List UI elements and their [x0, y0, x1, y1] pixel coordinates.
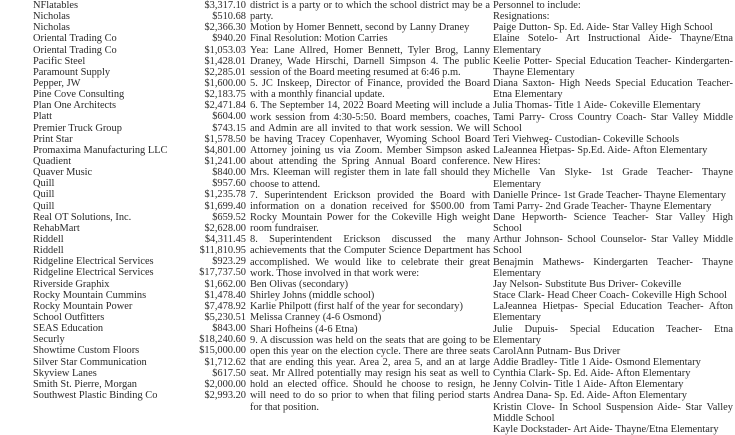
vendor-row	[33, 111, 246, 122]
personnel-entry: Addie Bradley- Title 1 Aide- Osmond Elementary	[493, 357, 701, 368]
vendor-row	[33, 357, 246, 368]
vendor-row	[33, 267, 246, 278]
personnel-entry: Benajmin Mathews- Kindergarten Teacher- Thayne Elementary	[493, 256, 733, 279]
vendor-amount: $1,235.78	[204, 189, 246, 201]
vendor-amount: $743.15	[212, 122, 246, 134]
personnel-entry: Cynthia Clark- Sp. Ed. Aide- Afton Elementary	[493, 368, 691, 380]
personnel-entry: Stace Clark- Head Cheer Coach- Cokeville High School	[493, 290, 728, 302]
vendor-name: Southwest Plastic Binding Co	[33, 389, 158, 401]
personnel-entry: Personnel to include:	[493, 0, 581, 11]
personnel-entry: Michelle Van Slyke- 1st Grade Teacher- Thayne Elementary	[493, 167, 733, 190]
vendor-amount: $1,478.40	[204, 289, 246, 301]
personnel-column	[493, 0, 733, 435]
vendor-row	[33, 312, 246, 323]
vendor-amount: $2,628.00	[204, 222, 246, 234]
personnel-entry: Andrea Dana- Sp. Ed. Aide- Afton Elementary	[493, 390, 687, 402]
vendor-row	[33, 22, 246, 33]
vendor-row	[33, 123, 246, 134]
vendor-amount: $957.60	[212, 178, 246, 190]
vendor-amount: $1,699.40	[204, 200, 246, 212]
minutes-paragraph: 8. Superintendent Erickson discussed the many achievements that the Computer Science Department has accomplished. We would like to celebrate their great work. Those involved in that work were:	[250, 234, 490, 279]
vendor-name: Securly	[33, 334, 65, 346]
personnel-entry: Kayle Dockstader- Art Aide- Thayne/Etna Elementary	[493, 423, 719, 435]
personnel-entry: Julia Thomas- Title 1 Aide- Cokeville Elementary	[493, 100, 701, 112]
vendor-amount: $18,240.60	[199, 334, 246, 346]
vendor-name: Showtime Custom Floors	[33, 345, 140, 357]
minutes-paragraph: Shirley Johns (middle school)	[250, 290, 375, 302]
personnel-entry: Jay Nelson- Substitute Bus Driver- Cokeville	[493, 278, 682, 290]
vendor-row	[33, 301, 246, 312]
personnel-entry: Dane Hepworth- Science Teacher- Star Valley High School	[493, 211, 733, 235]
vendor-row	[33, 56, 246, 67]
vendor-row	[33, 201, 246, 212]
vendor-name: Rocky Mountain Power	[33, 300, 133, 312]
vendor-amount: $15,000.00	[199, 345, 246, 357]
vendor-amount: $1,712.62	[204, 356, 246, 368]
vendor-amount: $1,578.50	[204, 133, 246, 145]
vendor-row	[33, 67, 246, 78]
personnel-entry: LaJeannea Hietpas- Special Education Teacher- Afton Elementary	[493, 301, 733, 324]
vendor-row	[33, 212, 246, 223]
vendor-name: Riverside Graphix	[33, 278, 110, 290]
vendor-amount: $2,993.20	[204, 389, 246, 401]
minutes-paragraph: Final Resolution: Motion Carries	[250, 33, 388, 45]
vendor-row	[33, 167, 246, 178]
vendor-name: Plan One Architects	[33, 100, 117, 112]
vendor-amount: $843.00	[212, 323, 246, 335]
vendor-row	[33, 189, 246, 200]
vendor-name: Quill	[33, 189, 55, 201]
vendor-row	[33, 279, 246, 290]
vendor-amount: $7,478.92	[204, 300, 246, 312]
vendor-name: Nicholas	[33, 11, 70, 23]
vendor-row	[33, 0, 246, 11]
vendor-name: Print Star	[33, 133, 73, 145]
vendor-name: Ridgeline Electrical Services	[33, 256, 154, 268]
personnel-entry: Keelie Potter- Special Education Teacher- Kindergarten- Thayne Elementary	[493, 55, 733, 78]
minutes-paragraph: Yea: Lane Allred, Homer Bennett, Tyler Brog, Lanny Draney, Wade Hirschi, Darnell Simpson 4. The public session of the Board meeting resumed at 6:46 p.m.	[250, 44, 490, 78]
vendor-name: Skyview Lanes	[33, 367, 97, 379]
vendor-amount: $3,317.10	[204, 0, 246, 11]
vendor-amount: $1,428.01	[204, 55, 246, 67]
personnel-entry: LaJeannea Hietpas- Sp.Ed. Aide- Afton Elementary	[493, 145, 708, 157]
vendor-row	[33, 78, 246, 89]
vendor-amount: $1,600.00	[204, 77, 246, 89]
minutes-paragraph: 6. The September 14, 2022 Board Meeting will include a work session from 4:30-5:50. Board members, coaches, and Admin are all invited to that work session. We will be having Tracey Copenhaver, Wyoming School Board Attorney joining us via Zoom. Member Simpson asked about attending the Spring Annual Board conference. Mrs. Kleeman will register them in late fall should they choose to attend.	[250, 100, 490, 190]
vendor-name: Premier Truck Group	[33, 122, 122, 134]
vendor-name: Oriental Trading Co	[33, 44, 117, 56]
vendor-row	[33, 45, 246, 56]
vendor-row	[33, 390, 246, 401]
vendor-name: Paramount Supply	[33, 66, 111, 78]
vendor-row	[33, 379, 246, 390]
vendor-row	[33, 178, 246, 189]
vendor-name: Riddell	[33, 233, 64, 245]
personnel-entry: New Hires:	[493, 156, 541, 168]
vendor-amount: $11,810.95	[199, 245, 246, 257]
vendor-name: Pine Cove Consulting	[33, 89, 125, 101]
vendor-name: Promaxima Manufacturing LLC	[33, 144, 168, 156]
personnel-entry: Jenny Colvin- Title 1 Aide- Afton Elementary	[493, 379, 684, 391]
vendor-name: NFlatables	[33, 0, 79, 11]
vendor-amount: $17,737.50	[199, 267, 246, 279]
vendor-payment-list	[33, 0, 246, 401]
vendor-name: Pacific Steel	[33, 55, 86, 67]
minutes-paragraph: Shari Hofheins (4-6 Etna)	[250, 323, 358, 335]
vendor-amount: $4,801.00	[204, 144, 246, 156]
vendor-amount: $1,662.00	[204, 278, 246, 290]
vendor-row	[33, 134, 246, 145]
minutes-paragraph: 5. JC Inskeep, Director of Finance, provided the Board with a monthly financial update.	[250, 78, 490, 101]
personnel-entry: CarolAnn Putnam- Bus Driver	[493, 345, 621, 357]
vendor-name: Nicholas	[33, 22, 70, 34]
vendor-amount: $4,311.45	[204, 233, 246, 245]
vendor-name: Ridgeline Electrical Services	[33, 267, 154, 279]
personnel-entry: Arthur Johnson- School Counselor- Star Valley Middle School	[493, 234, 733, 257]
vendor-row	[33, 100, 246, 111]
vendor-amount: $840.00	[212, 167, 246, 179]
vendor-name: Quadient	[33, 155, 72, 167]
vendor-name: Quill	[33, 200, 55, 212]
vendor-row	[33, 245, 246, 256]
vendor-name: School Outfitters	[33, 311, 105, 323]
vendor-name: SEAS Education	[33, 323, 104, 335]
personnel-entry: Resignations:	[493, 11, 550, 23]
vendor-name: Pepper, JW	[33, 77, 81, 89]
vendor-amount: $617.50	[212, 367, 246, 379]
vendor-row	[33, 334, 246, 345]
vendor-amount: $1,241.00	[204, 155, 246, 167]
vendor-name: RehabMart	[33, 222, 80, 234]
vendor-amount: $1,053.03	[204, 44, 246, 56]
vendor-row	[33, 290, 246, 301]
minutes-paragraph: Motion by Homer Bennett, second by Lanny Draney	[250, 22, 470, 34]
vendor-amount: $2,000.00	[204, 378, 246, 390]
vendor-amount: $2,183.75	[204, 89, 246, 101]
meeting-minutes-column	[250, 0, 490, 413]
vendor-name: Smith St. Pierre, Morgan	[33, 378, 138, 390]
vendor-row	[33, 256, 246, 267]
vendor-name: Silver Star Communication	[33, 356, 147, 368]
vendor-row	[33, 223, 246, 234]
personnel-entry: Elaine Sotelo- Art Instructional Aide- Thayne/Etna Elementary	[493, 33, 733, 56]
personnel-entry: Kristin Clove- In School Suspension Aide- Star Valley Middle School	[493, 401, 733, 424]
vendor-row	[33, 323, 246, 334]
minutes-paragraph: 7. Superintendent Erickson provided the Board with information on a donation received for $500.00 from Rocky Mountain Power for the Cokeville High weight room fundraiser.	[250, 189, 490, 235]
personnel-entry: Tami Parry- Cross Country Coach- Star Valley Middle School	[493, 111, 733, 134]
vendor-name: Oriental Trading Co	[33, 33, 117, 45]
vendor-name: Platt	[33, 111, 53, 123]
vendor-row	[33, 33, 246, 44]
vendor-row	[33, 368, 246, 379]
vendor-name: Riddell	[33, 245, 64, 257]
personnel-entry: Tami Parry- 2nd Grade Teacher- Thayne Elementary	[493, 200, 712, 212]
vendor-amount: $2,366.30	[204, 22, 246, 34]
vendor-row	[33, 89, 246, 100]
vendor-row	[33, 345, 246, 356]
vendor-row	[33, 145, 246, 156]
vendor-amount: $659.52	[212, 211, 246, 223]
vendor-amount: $940.20	[212, 33, 246, 45]
minutes-paragraph: Ben Olivas (secondary)	[250, 278, 349, 290]
minutes-paragraph: 9. A discussion was held on the seats that are going to be open this year on the election cycle. There are three seats that are ending this year. Area 2, area 5, and an at large seat. Mr Allred potentially may resign his seat as well to hold an elected office. Should he choose to resign, he will need to do so prior to when that filing period starts for that position.	[250, 334, 490, 413]
personnel-entry: Danielle Prince- 1st Grade Teacher- Thayne Elementary	[493, 189, 726, 201]
vendor-row	[33, 156, 246, 167]
vendor-row	[33, 11, 246, 22]
minutes-paragraph: Karlie Philpott (first half of the year for secondary)	[250, 301, 463, 313]
vendor-amount: $2,285.01	[204, 66, 246, 78]
vendor-row	[33, 234, 246, 245]
vendor-amount: $2,471.84	[204, 100, 246, 112]
vendor-amount: $604.00	[212, 111, 246, 123]
personnel-entry: Paige Dutton- Sp. Ed. Aide- Star Valley High School	[493, 22, 713, 34]
personnel-entry: Diana Saxton- High Needs Special Education Teacher- Etna Elementary	[493, 78, 733, 101]
vendor-name: Rocky Mountain Cummins	[33, 289, 147, 301]
minutes-paragraph: Melissa Cranney (4-6 Osmond)	[250, 312, 382, 324]
vendor-amount: $510.68	[212, 11, 246, 23]
vendor-amount: $5,230.51	[204, 311, 246, 323]
personnel-entry: Teri Viehweg- Custodian- Cokeville Schools	[493, 133, 680, 145]
personnel-entry: Julie Dupuis- Special Education Teacher- Etna Elementary	[493, 323, 733, 346]
vendor-name: Quill	[33, 178, 55, 190]
minutes-paragraph: district is a party or to which the school district may be a party.	[250, 0, 490, 23]
vendor-name: Quaver Music	[33, 167, 93, 179]
vendor-name: Real OT Solutions, Inc.	[33, 211, 132, 223]
vendor-amount: $923.29	[212, 256, 246, 268]
